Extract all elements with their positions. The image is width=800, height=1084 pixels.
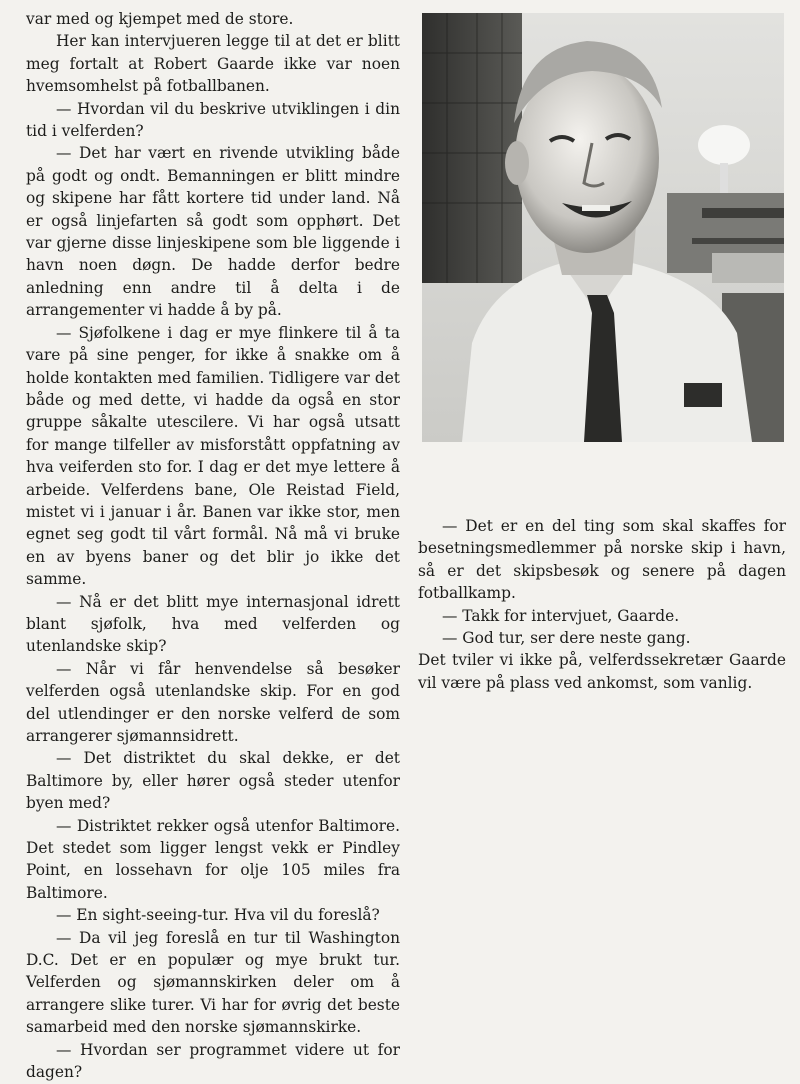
question: — En sight-seeing-tur. Hva vil du foreslå? xyxy=(56,906,380,925)
right-text-column xyxy=(418,515,786,694)
answer: — Distriktet rekker også utenfor Baltimore. Det stedet som ligger lengst vekk er Pindley Point, en lossehavn for olje 105 miles fra Baltimore. xyxy=(26,816,400,902)
portrait-photo xyxy=(422,13,784,442)
answer: — Da vil jeg foreslå en tur til Washington D.C. Det er en populær og mye brukt tur. Velferden og sjømannskirken deler om å arrangere slike turer. Vi har for øvrig det beste samarbeid med den norske sjømannskirke. xyxy=(26,928,400,1037)
question: — Nå er det blitt mye internasjonal idrett blant sjøfolk, hva med velferden og utenlandske skip? xyxy=(26,592,400,656)
answer: — Det har vært en rivende utvikling både på godt og ondt. Bemanningen er blitt mindre og skipene har fått kortere tid under land. Nå er også linjefarten så godt som opphørt. Det var gjerne disse linjeskipene som ble liggende i havn noen døgn. De hadde derfor bedre anledning enn andre til å delta i de arrangementer vi hadde å by på. xyxy=(26,144,400,320)
answer: — God tur, ser dere neste gang. xyxy=(442,629,691,648)
question: — Hvordan vil du beskrive utviklingen i din tid i velferden? xyxy=(26,99,400,141)
question: — Det distriktet du skal dekke, er det Baltimore by, eller hører også steder utenfor byen med? xyxy=(26,749,400,813)
answer: — Når vi får henvendelse så besøker velferden også utenlandske skip. For en god del utlendinger er den norske velferd de som arrangerer sjømannsidrett. xyxy=(26,659,400,745)
portrait-photo-image xyxy=(422,13,784,442)
left-text-column xyxy=(26,8,400,1084)
paragraph: var med og kjempet med de store. xyxy=(26,10,294,28)
question: — Takk for intervjuet, Gaarde. xyxy=(442,606,680,625)
answer: — Det er en del ting som skal skaffes for besetningsmedlemmer på norske skip i havn, så er det skipsbesøk og senere på dagen fotballkamp. xyxy=(418,517,786,603)
paragraph: Det tviler vi ikke på, velferdssekretær Gaarde vil være på plass ved ankomst, som vanlig. xyxy=(418,651,786,692)
paragraph: Her kan intervjueren legge til at det er blitt meg fortalt at Robert Gaarde ikke var noen hvemsomhelst på fotballbanen. xyxy=(26,32,400,96)
question: — Hvordan ser programmet videre ut for dagen? xyxy=(26,1040,400,1082)
answer: — Sjøfolkene i dag er mye flinkere til å ta vare på sine penger, for ikke å snakke om å holde kontakten med familien. Tidligere var det både og med dette, vi hadde da også en stor gruppe såkalte utescilere. Vi har også utsatt for mange tilfeller av misforstått oppfatning av hva veiferden sto for. I dag er det mye lettere å arbeide. Velferdens bane, Ole Reistad Field, mistet vi i januar i år. Banen var ikke stor, men egnet seg godt til vårt formål. Nå må vi bruke en av byens baner og det blir jo ikke det samme. xyxy=(26,323,400,589)
